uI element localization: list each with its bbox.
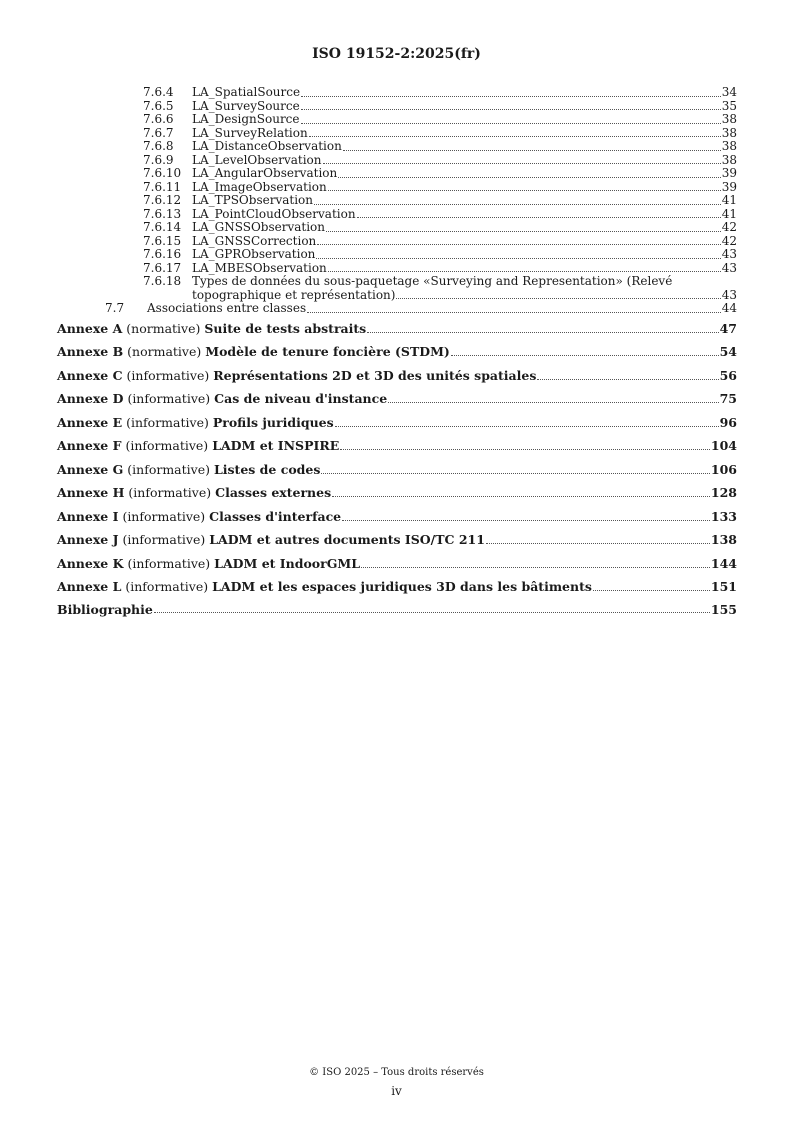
toc-annex-entry[interactable] bbox=[57, 556, 737, 571]
dot-leader bbox=[301, 123, 721, 124]
toc-entry-page: 42 bbox=[721, 233, 737, 248]
annex-label: Annexe H bbox=[57, 485, 125, 500]
dot-leader bbox=[343, 150, 721, 151]
annex-label: Annexe C bbox=[57, 367, 123, 383]
dot-leader bbox=[367, 332, 718, 333]
page-number: iv bbox=[391, 1084, 402, 1098]
toc-entry-page: 43 bbox=[721, 247, 737, 261]
annex-kind: (informative) bbox=[127, 391, 211, 406]
toc-entry-page: 38 bbox=[721, 125, 737, 140]
toc-entry-page: 38 bbox=[721, 152, 737, 167]
toc-entry[interactable] bbox=[57, 154, 737, 168]
toc-entry-number: 7.6.5 bbox=[143, 98, 174, 113]
toc-entry-page: 54 bbox=[719, 344, 737, 359]
toc-entry-page: 35 bbox=[721, 98, 737, 113]
toc-annex-entry[interactable] bbox=[57, 485, 737, 500]
toc-entry-number: 7.7 bbox=[105, 301, 125, 315]
toc-entry-page: 144 bbox=[710, 555, 737, 571]
dot-leader bbox=[388, 402, 718, 403]
toc-entry-page: 43 bbox=[721, 260, 737, 275]
toc-annex-entry[interactable] bbox=[57, 579, 737, 594]
annex-kind: (informative) bbox=[127, 461, 210, 477]
annex-title: LADM et autres documents ISO/TC 211 bbox=[209, 532, 485, 547]
toc-entry-number: 7.6.6 bbox=[143, 112, 174, 126]
dot-leader bbox=[317, 244, 720, 245]
toc-entry-number: 7.6.11 bbox=[143, 179, 182, 194]
annex-label: Annexe E bbox=[57, 414, 123, 430]
dot-leader bbox=[361, 567, 710, 568]
subentry-list bbox=[57, 86, 737, 275]
toc-entry-page: 38 bbox=[721, 112, 737, 126]
dot-leader bbox=[396, 298, 720, 299]
toc-entry-bibliography[interactable] bbox=[57, 603, 737, 617]
toc-entry-7-6-18[interactable] bbox=[57, 275, 737, 302]
annex-kind: (informative) bbox=[125, 579, 209, 594]
toc-entry-number: 7.6.12 bbox=[143, 193, 182, 207]
toc-entry-title: LA_DistanceObservation bbox=[192, 139, 342, 153]
toc-entry-page: 34 bbox=[721, 85, 737, 99]
toc-annex-entry[interactable] bbox=[57, 415, 737, 430]
toc-entry-number: 7.6.17 bbox=[143, 260, 182, 275]
annex-label: Annexe B bbox=[57, 344, 124, 359]
annex-label: Annexe A bbox=[57, 320, 123, 336]
toc-entry[interactable] bbox=[57, 221, 737, 235]
annex-title: Modèle de tenure foncière (STDM) bbox=[205, 344, 450, 359]
annex-kind: (informative) bbox=[128, 485, 212, 500]
document-header: ISO 19152-2:2025(fr) bbox=[312, 46, 481, 62]
toc-entry[interactable] bbox=[57, 248, 737, 262]
annex-label: Annexe D bbox=[57, 391, 124, 406]
copyright-notice: © ISO 2025 – Tous droits réservés bbox=[309, 1067, 484, 1078]
toc-entry[interactable] bbox=[57, 167, 737, 181]
toc-entry-page: 155 bbox=[710, 601, 737, 617]
annex-kind: (informative) bbox=[126, 367, 210, 383]
dot-leader bbox=[316, 258, 720, 259]
annex-label: Annexe K bbox=[57, 555, 124, 571]
dot-leader bbox=[154, 612, 710, 613]
annex-label: Annexe G bbox=[57, 461, 124, 477]
annex-title: Classes externes bbox=[215, 485, 332, 500]
toc-entry-page: 106 bbox=[710, 461, 737, 477]
toc-entry-title: LA_ImageObservation bbox=[192, 179, 327, 194]
toc-entry[interactable] bbox=[57, 113, 737, 127]
dot-leader bbox=[486, 543, 710, 544]
annex-kind: (informative) bbox=[125, 438, 209, 453]
toc-entry[interactable] bbox=[57, 140, 737, 154]
annex-kind: (informative) bbox=[127, 555, 211, 571]
toc-entry-page: 41 bbox=[721, 193, 737, 207]
dot-leader bbox=[340, 449, 710, 450]
dot-leader bbox=[301, 109, 721, 110]
annex-title: LADM et INSPIRE bbox=[212, 438, 340, 453]
annex-kind: (informative) bbox=[122, 508, 206, 524]
toc-entry-title-line1: Types de données du sous-paquetage «Surveying and Representation» (Relevé bbox=[192, 274, 673, 288]
toc-entry-page: 104 bbox=[710, 438, 737, 453]
toc-entry-number: 7.6.13 bbox=[143, 206, 182, 221]
dot-leader bbox=[323, 163, 721, 164]
dot-leader bbox=[309, 136, 721, 137]
toc-annex-entry[interactable] bbox=[57, 321, 737, 336]
toc-entry-title: Bibliographie bbox=[57, 601, 153, 617]
toc-entry-number: 7.6.8 bbox=[143, 139, 174, 153]
toc-entry-title: LA_GPRObservation bbox=[192, 247, 316, 261]
toc-entry-page: 56 bbox=[719, 367, 737, 383]
toc-annex-entry[interactable] bbox=[57, 368, 737, 383]
toc-annex-entry[interactable] bbox=[57, 391, 737, 406]
toc-entry-number: 7.6.16 bbox=[143, 247, 182, 261]
toc-entry[interactable] bbox=[57, 194, 737, 208]
toc-entry-number: 7.6.15 bbox=[143, 233, 182, 248]
annex-title: LADM et IndoorGML bbox=[214, 555, 361, 571]
toc-entry-page: 39 bbox=[721, 179, 737, 194]
toc-entry-page: 43 bbox=[721, 287, 737, 302]
annex-title: Suite de tests abstraits bbox=[204, 320, 367, 336]
toc-entry-title: LA_SurveyRelation bbox=[192, 125, 308, 140]
toc-annex-entry[interactable] bbox=[57, 509, 737, 524]
annex-title: Cas de niveau d'instance bbox=[214, 391, 388, 406]
toc-entry-title-line2: topographique et représentation) bbox=[192, 287, 396, 302]
toc-entry-number: 7.6.7 bbox=[143, 125, 174, 140]
toc-entry-page: 133 bbox=[710, 508, 737, 524]
toc-entry-7-7[interactable] bbox=[57, 302, 737, 316]
toc-annex-entry[interactable] bbox=[57, 532, 737, 547]
annex-label: Annexe L bbox=[57, 579, 122, 594]
toc-entry-title: LA_LevelObservation bbox=[192, 152, 322, 167]
dot-leader bbox=[326, 231, 721, 232]
toc-entry-title: Associations entre classes bbox=[147, 301, 307, 315]
annex-kind: (informative) bbox=[122, 532, 206, 547]
annex-label: Annexe I bbox=[57, 508, 119, 524]
table-of-contents bbox=[57, 86, 737, 616]
annex-title: Listes de codes bbox=[213, 461, 321, 477]
dot-leader bbox=[321, 473, 710, 474]
annex-label: Annexe J bbox=[57, 532, 119, 547]
toc-entry-page: 96 bbox=[719, 414, 737, 430]
annex-title: LADM et les espaces juridiques 3D dans les bâtiments bbox=[212, 579, 592, 594]
toc-entry-number: 7.6.4 bbox=[143, 85, 174, 99]
dot-leader bbox=[335, 426, 719, 427]
toc-annex-entry[interactable] bbox=[57, 462, 737, 477]
toc-entry[interactable] bbox=[57, 235, 737, 249]
toc-entry-number: 7.6.14 bbox=[143, 220, 182, 234]
toc-entry-title: LA_MBESObservation bbox=[192, 260, 327, 275]
toc-entry[interactable] bbox=[57, 208, 737, 222]
dot-leader bbox=[328, 190, 721, 191]
toc-entry-page: 39 bbox=[721, 166, 737, 180]
dot-leader bbox=[314, 204, 721, 205]
annex-kind: (informative) bbox=[126, 414, 209, 430]
dot-leader bbox=[593, 590, 710, 591]
dot-leader bbox=[357, 217, 721, 218]
toc-entry-title: LA_GNSSCorrection bbox=[192, 233, 317, 248]
toc-entry[interactable] bbox=[57, 181, 737, 195]
toc-entry[interactable] bbox=[57, 262, 737, 276]
annex-title: Représentations 2D et 3D des unités spatiales bbox=[213, 367, 537, 383]
toc-entry-title: LA_TPSObservation bbox=[192, 193, 313, 207]
toc-entry-page: 44 bbox=[721, 301, 737, 315]
toc-entry-title: LA_SpatialSource bbox=[192, 85, 301, 99]
annex-label: Annexe F bbox=[57, 438, 122, 453]
dot-leader bbox=[307, 312, 721, 313]
toc-entry-number: 7.6.10 bbox=[143, 166, 182, 180]
toc-entry-page: 75 bbox=[719, 391, 737, 406]
toc-entry-title: LA_PointCloudObservation bbox=[192, 206, 356, 221]
toc-entry-number: 7.6.18 bbox=[143, 274, 182, 288]
dot-leader bbox=[328, 271, 721, 272]
toc-entry-page: 38 bbox=[721, 139, 737, 153]
toc-entry-page: 151 bbox=[710, 579, 737, 594]
toc-entry-page: 128 bbox=[710, 485, 737, 500]
annex-list bbox=[57, 321, 737, 595]
dot-leader bbox=[332, 496, 710, 497]
toc-entry-title: LA_DesignSource bbox=[192, 112, 300, 126]
annex-kind: (normative) bbox=[127, 344, 202, 359]
toc-entry-title: LA_SurveySource bbox=[192, 98, 300, 113]
dot-leader bbox=[342, 520, 710, 521]
toc-annex-entry[interactable] bbox=[57, 438, 737, 453]
toc-entry-page: 41 bbox=[721, 206, 737, 221]
toc-entry-title: LA_GNSSObservation bbox=[192, 220, 326, 234]
toc-entry-page: 47 bbox=[719, 320, 737, 336]
toc-annex-entry[interactable] bbox=[57, 344, 737, 359]
annex-title: Profils juridiques bbox=[212, 414, 334, 430]
dot-leader bbox=[537, 379, 718, 380]
dot-leader bbox=[301, 96, 721, 97]
dot-leader bbox=[451, 355, 719, 356]
toc-entry-title: LA_AngularObservation bbox=[192, 166, 338, 180]
toc-entry[interactable] bbox=[57, 100, 737, 114]
toc-entry-number: 7.6.9 bbox=[143, 152, 174, 167]
toc-entry-page: 138 bbox=[710, 532, 737, 547]
toc-entry[interactable] bbox=[57, 86, 737, 100]
toc-entry-page: 42 bbox=[721, 220, 737, 234]
dot-leader bbox=[338, 177, 720, 178]
annex-kind: (normative) bbox=[126, 320, 201, 336]
toc-entry[interactable] bbox=[57, 127, 737, 141]
annex-title: Classes d'interface bbox=[209, 508, 342, 524]
